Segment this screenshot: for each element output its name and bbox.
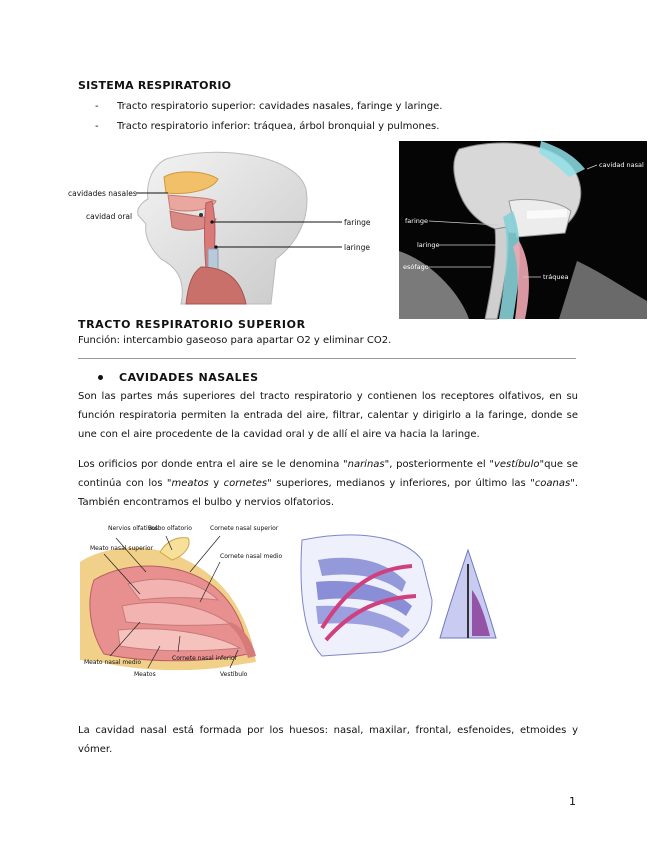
- bullet-item: - Tracto respiratorio superior: cavidades nasales, faringe y laringe.: [95, 101, 443, 112]
- label-bulbo-olfatorio: Bulbo olfatorio: [148, 525, 192, 532]
- label-cavidad-nasal: cavidad nasal: [599, 161, 644, 169]
- label-laringe-2: laringe: [417, 241, 440, 249]
- label-meato-superior: Meato nasal superior: [90, 545, 154, 552]
- divider: [78, 358, 576, 359]
- nasal-cavities-heading: CAVIDADES NASALES: [98, 371, 259, 384]
- bullet-list: [95, 97, 442, 137]
- figure-skull-airway: [399, 141, 647, 319]
- label-meato-medio: Meato nasal medio: [84, 659, 142, 666]
- label-cornete-superior: Cornete nasal superior: [210, 525, 279, 532]
- paragraph-orifices: Los orificios por donde entra el aire se le denomina "narinas", posteriormente el "vestíbulo"que se continúa con los "meatos y cornetes" superiores, medianos y inferiores, por último las "coanas". También encontramos el bulbo y nervios olfatorios.: [78, 459, 579, 508]
- label-esofago: esófago: [403, 263, 429, 271]
- label-laringe: laringe: [344, 243, 370, 252]
- label-vestibulo: Vestíbulo: [220, 671, 248, 678]
- label-faringe: faringe: [344, 218, 371, 227]
- figure-nasal-cavity: [80, 522, 283, 680]
- function-text: Función: intercambio gaseoso para apartar O2 y eliminar CO2.: [78, 335, 392, 346]
- section-title: SISTEMA RESPIRATORIO: [78, 79, 232, 92]
- label-cavidades-nasales: cavidades nasales: [68, 189, 137, 198]
- label-cornete-inferior: Cornete nasal inferior: [172, 655, 238, 662]
- figure-airflow-schematic: [282, 520, 542, 662]
- bullet-item: - Tracto respiratorio inferior: tráquea, árbol bronquial y pulmones.: [95, 121, 440, 132]
- paragraph-bones: La cavidad nasal está formada por los huesos: nasal, maxilar, frontal, esfenoides, etmoides y vómer.: [78, 725, 578, 755]
- upper-tract-title: TRACTO RESPIRATORIO SUPERIOR: [78, 318, 306, 331]
- bullet-dot-icon: [98, 375, 103, 380]
- label-traquea: tráquea: [543, 273, 569, 281]
- label-cornete-medio: Cornete nasal medio: [220, 553, 283, 560]
- paragraph-nasal-cavities: Son las partes más superiores del tracto respiratorio y contienen los receptores olfativos, en su función respiratoria permiten la entrada del aire, filtrar, calentar y dirigirlo a la faringe, donde se une con el aire procedente de la cavidad oral y de allí el aire va hacia la laringe.: [78, 391, 578, 440]
- label-faringe-2: faringe: [405, 217, 428, 225]
- label-cavidad-oral: cavidad oral: [86, 212, 133, 221]
- label-meatos: Meatos: [134, 671, 156, 678]
- page-number: 1: [569, 795, 576, 808]
- figure-head-airway: [66, 149, 376, 304]
- label-nervios-olfativos: Nervios olfativos: [108, 525, 159, 532]
